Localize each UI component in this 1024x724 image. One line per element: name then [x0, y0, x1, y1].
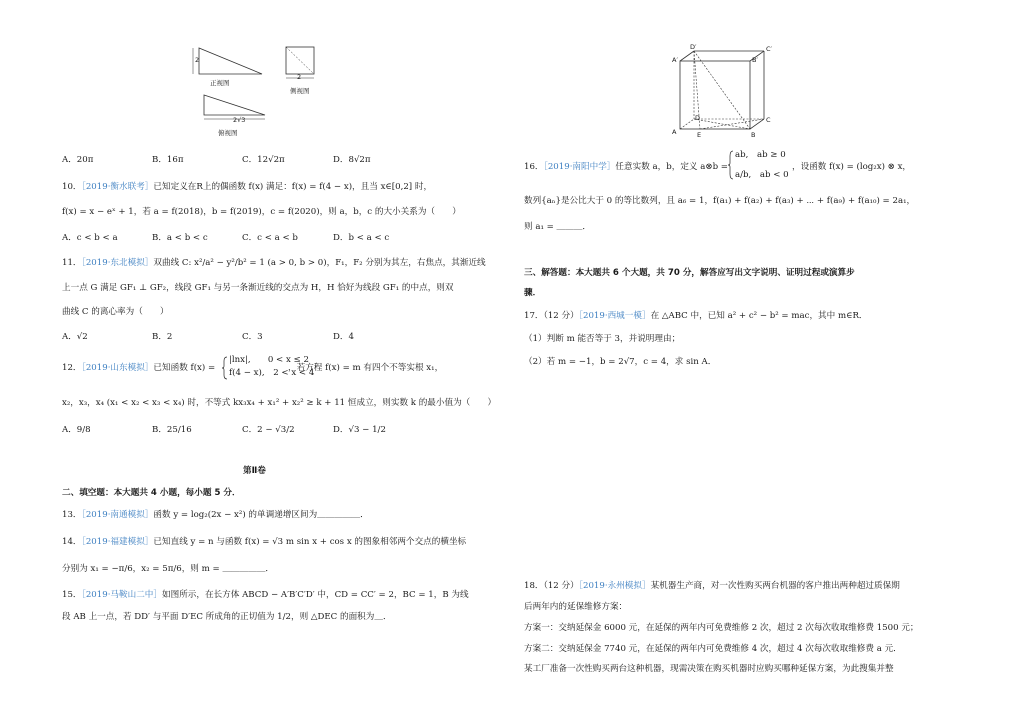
q18-line1: 18．（12 分）［2019·永州模拟］某机器生产商，对一次性购买两台机器的客户推出两种超过质保期: [524, 581, 900, 591]
q10-option-a: A．c < b < a: [62, 233, 118, 243]
q12-brace: [222, 356, 228, 380]
q9-option-a: A．20π: [62, 155, 94, 165]
q16-line3: 则 a₁ = ＿＿＿．: [524, 222, 591, 232]
q16-line2: 数列{aₙ}是公比大于 0 的等比数列，且 a₆ = 1，f(a₁) + f(a₂) + f(a₃) + ⋯ + f(a₉) + f(a₁₀) = 2a₁，: [524, 196, 916, 206]
q16-case1: ab, ab ≥ 0: [735, 150, 786, 160]
q11-line2: 上一点 G 满足 GF₁ ⊥ GF₂，线段 GF₁ 与另一条渐近线的交点为 H，H 恰好为线段 GF₁ 的中点，则双: [62, 283, 454, 293]
q16-case2: a/b, ab < 0: [735, 170, 789, 180]
q13-source: ［2019·南通模拟］: [81, 510, 154, 520]
q9-option-c: C．12√2π: [242, 155, 285, 165]
q11-source: ［2019·东北模拟］: [81, 258, 154, 268]
part2-title: 第Ⅱ卷: [243, 466, 266, 476]
q17-line: 17．（12 分）［2019·西城一模］在 △ABC 中，已知 a² + c² − b² = mac，其中 m∈R．: [524, 311, 868, 321]
side-view-figure: [283, 45, 323, 90]
q9-option-b: B．16π: [152, 155, 184, 165]
front-height-label: 2: [195, 56, 200, 64]
q18-line5: 某工厂准备一次性购买两台这种机器，现需决策在购买机器时应购买哪种延保方案，为此搜集并整: [524, 664, 894, 674]
q14-line1: 14．［2019·福建模拟］已知直线 y = n 与函数 f(x) = √3 m sin x + cos x 的图象相邻两个交点的横坐标: [62, 537, 467, 547]
cube-label-b: B: [751, 131, 756, 139]
cube-label-c1: C′: [766, 45, 773, 53]
q16-line1: 16．［2019·南阳中学］任意实数 a，b，定义 a⊗b =: [524, 162, 729, 172]
side-width-label: 2: [297, 73, 302, 81]
q18-plan1: 方案一：交纳延保金 6000 元，在延保的两年内可免费维修 2 次，超过 2 次每次收取维修费 1500 元；: [524, 623, 919, 633]
q15-line1: 15．［2019·马鞍山二中］如图所示，在长方体 ABCD − A′B′C′D′ 中，CD = CC′ = 2，BC = 1，B 为线: [62, 590, 469, 600]
q12-option-c: C．2 − √3/2: [242, 425, 295, 435]
q17-sub2: （2）若 m = −1，b = 2√7，c = 4，求 sin A．: [524, 357, 717, 367]
q16-brace: [728, 150, 734, 180]
cube-label-a: A: [672, 128, 677, 136]
q10-option-b: B．a < b < c: [152, 233, 208, 243]
q12-line1b: ，若方程 f(x) = m 有四个不等实根 x₁，: [288, 363, 444, 373]
q17-sub1: （1）判断 m 能否等于 3，并说明理由；: [524, 334, 681, 344]
q14-line2: 分别为 x₁ = −π/6，x₂ = 5π/6，则 m = ＿＿＿＿＿．: [62, 564, 275, 574]
q16-line1b: ，设函数 f(x) = (log₂x) ⊗ x，: [792, 162, 912, 172]
q10-option-d: D．b < a < c: [333, 233, 390, 243]
q17-source: ［2019·西城一模］: [578, 311, 651, 321]
top-width-label: 2√3: [233, 116, 246, 124]
q12-option-b: B．25/16: [152, 425, 192, 435]
q11-option-c: C．3: [242, 332, 263, 342]
top-view-label: 俯视图: [218, 129, 238, 137]
front-view-figure: [190, 45, 270, 85]
q11-line3: 曲线 C 的离心率为（ ）: [62, 307, 169, 317]
section3-heading-line1: 三、解答题：本大题共 6 个大题，共 70 分，解答应写出文字说明、证明过程或演算步: [524, 268, 855, 278]
q10-option-c: C．c < a < b: [242, 233, 298, 243]
q10-source: ［2019·衡水联考］: [81, 182, 154, 192]
cube-label-d1: D′: [690, 43, 697, 51]
q9-option-d: D．8√2π: [333, 155, 371, 165]
q18-plan2: 方案二：交纳延保金 7740 元，在延保的两年内可免费维修 4 次，超过 4 次每次收取维修费 a 元．: [524, 644, 902, 654]
cube-label-c: C: [766, 116, 771, 124]
q16-source: ［2019·南阳中学］: [543, 162, 616, 172]
side-view-label: 侧视图: [290, 87, 310, 95]
q10-line2: f(x) = x − eˣ + 1，若 a = f(2018)，b = f(2019)，c = f(2020)，则 a，b，c 的大小关系为（ ）: [62, 207, 461, 217]
front-view-label: 正视图: [210, 79, 230, 87]
q10-line1: 10．［2019·衡水联考］已知定义在R上的偶函数 f(x) 满足：f(x) = f(4 − x)，且当 x∈[0,2] 时，: [62, 182, 433, 192]
q18-line2: 后两年内的延保维修方案：: [524, 602, 628, 612]
cube-label-b1: B′: [752, 56, 758, 64]
q12-source: ［2019·山东模拟］: [81, 363, 154, 373]
cube-label-a1: A′: [672, 56, 678, 64]
q12-case2: f(4 − x), 2 < x < 4: [229, 368, 315, 378]
q12-case1: |lnx|, 0 < x ≤ 2: [229, 355, 309, 365]
q11-option-a: A．√2: [62, 332, 88, 342]
q12-line1: 12．［2019·山东模拟］已知函数 f(x) =: [62, 363, 216, 373]
q11-option-b: B．2: [152, 332, 173, 342]
q13-line: 13．［2019·南通模拟］函数 y = log₂(2x − x²) 的单调递增区间为＿＿＿＿＿．: [62, 510, 369, 520]
q15-line2: 段 AB 上一点，若 DD′ 与平面 D′EC 所成角的正切值为 1/2，则 △DEC 的面积为＿．: [62, 612, 392, 622]
q12-option-a: A．9/8: [62, 425, 91, 435]
q12-option-d: D．√3 − 1/2: [333, 425, 386, 435]
q11-line1: 11．［2019·东北模拟］双曲线 C: x²/a² − y²/b² = 1 (a > 0, b > 0)，F₁，F₂ 分别为其左，右焦点，其渐近线: [62, 258, 486, 268]
q14-source: ［2019·福建模拟］: [81, 537, 154, 547]
q12-line2: x₂，x₃，x₄ (x₁ < x₂ < x₃ < x₄) 时，不等式 kx₃x₄ + x₁² + x₂² ≥ k + 11 恒成立，则实数 k 的最小值为（ ）: [62, 398, 497, 408]
q11-option-d: D．4: [333, 332, 354, 342]
section3-heading-line2: 骤．: [524, 288, 542, 298]
cuboid-figure: [672, 45, 782, 140]
cube-label-e: E: [697, 131, 702, 139]
cube-label-d: D: [695, 114, 701, 122]
q18-source: ［2019·永州模拟］: [578, 581, 651, 591]
section2-heading: 二、填空题：本大题共 4 小题，每小题 5 分．: [62, 488, 241, 498]
q15-source: ［2019·马鞍山二中］: [81, 590, 162, 600]
